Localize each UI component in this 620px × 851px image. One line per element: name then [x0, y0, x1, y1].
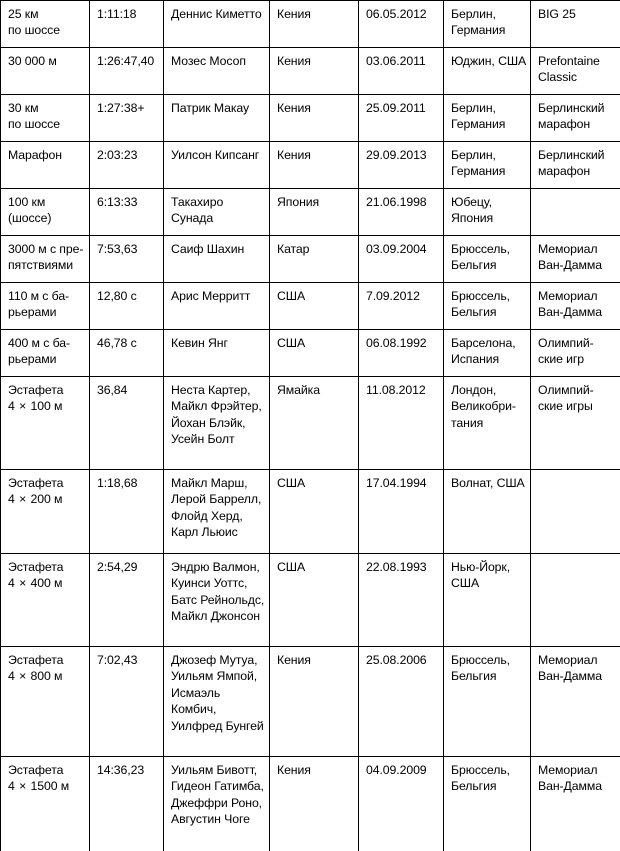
cell-place [444, 330, 531, 377]
cell-line: Мозес Мосоп [171, 54, 246, 68]
cell-event [531, 470, 620, 554]
cell-discipline [1, 757, 90, 851]
cell-result [90, 283, 164, 330]
cell-athlete [164, 283, 270, 330]
cell-line: Саиф Шахин [171, 242, 245, 256]
cell-line: Майкл Джонсон [171, 609, 260, 624]
cell-athlete [164, 554, 270, 647]
cell-line: Кения [277, 763, 311, 777]
cell-line: 14:36,23 [97, 763, 145, 777]
cell-line: Мемориал [538, 763, 598, 777]
cell-date [359, 757, 444, 851]
cell-athlete [164, 95, 270, 142]
cell-event [531, 95, 620, 142]
cell-line: тания [451, 415, 484, 430]
cell-line: 4 × 400 м [8, 576, 63, 591]
cell-athlete [164, 377, 270, 470]
cell-country [270, 189, 359, 236]
table-row [1, 48, 620, 95]
cell-discipline [1, 283, 90, 330]
cell-line: Эстафета [8, 476, 64, 490]
cell-event [531, 647, 620, 757]
cell-line: Комбич, [171, 702, 217, 717]
cell-line: Деннис Киметто [171, 7, 262, 21]
cell-place [444, 236, 531, 283]
cell-line: Эстафета [8, 560, 64, 574]
cell-line: Берлин, [451, 7, 496, 21]
cell-line: 1:11:18 [97, 7, 137, 21]
cell-discipline [1, 554, 90, 647]
cell-line: Берлин, [451, 101, 496, 115]
cell-event [531, 330, 620, 377]
cell-line: 1:18,68 [97, 476, 138, 490]
cell-line: Кения [277, 101, 311, 115]
cell-line: 6:13:33 [97, 195, 138, 209]
table-row [1, 757, 620, 851]
cell-line: Кевин Янг [171, 336, 228, 350]
cell-line: Лондон, [451, 383, 497, 397]
cell-line: Майкл Марш, [171, 476, 248, 490]
cell-line: 22.08.1993 [366, 560, 427, 574]
cell-country [270, 236, 359, 283]
cell-line: 25.09.2011 [366, 101, 426, 115]
cell-date [359, 377, 444, 470]
cell-line: 29.09.2013 [366, 148, 427, 162]
cell-athlete [164, 236, 270, 283]
cell-line: США [277, 476, 306, 490]
cell-line: Уильям Ямпой, [171, 669, 258, 684]
cell-line: 2:54,29 [97, 560, 138, 574]
cell-line: Кения [277, 653, 311, 667]
cell-country [270, 330, 359, 377]
cell-line: 7:02,43 [97, 653, 138, 667]
table-row [1, 647, 620, 757]
cell-date [359, 554, 444, 647]
cell-result [90, 189, 164, 236]
cell-result [90, 142, 164, 189]
cell-result [90, 236, 164, 283]
cell-place [444, 48, 531, 95]
cell-date [359, 236, 444, 283]
cell-line: Усейн Болт [171, 432, 235, 447]
cell-line: Такахиро [171, 195, 224, 209]
cell-place [444, 554, 531, 647]
cell-date [359, 189, 444, 236]
cell-line: Мемориал [538, 242, 598, 256]
multiplication-sign: × [19, 576, 27, 591]
cell-discipline [1, 377, 90, 470]
cell-line: 110 м с ба- [8, 289, 70, 303]
cell-event [531, 554, 620, 647]
cell-athlete [164, 470, 270, 554]
cell-country [270, 142, 359, 189]
cell-discipline [1, 1, 90, 48]
cell-line: Япония [451, 211, 494, 226]
multiplication-sign: × [19, 779, 27, 794]
cell-line: Брюссель, [451, 242, 510, 256]
cell-line: Патрик Макау [171, 101, 250, 115]
table-row [1, 377, 620, 470]
cell-line: Германия [451, 117, 506, 132]
cell-event [531, 283, 620, 330]
cell-athlete [164, 757, 270, 851]
cell-place [444, 647, 531, 757]
cell-line: 04.09.2009 [366, 763, 427, 777]
cell-line: Мемориал [538, 289, 598, 303]
cell-line: 400 м с ба- [8, 336, 70, 350]
table-row [1, 142, 620, 189]
cell-line: Катар [277, 242, 310, 256]
multiplication-sign: × [19, 399, 27, 414]
cell-athlete [164, 189, 270, 236]
cell-result [90, 95, 164, 142]
cell-line: Юджин, США [451, 54, 527, 68]
cell-line: рьерами [8, 352, 57, 367]
cell-result [90, 48, 164, 95]
cell-line: Classic [538, 70, 577, 85]
cell-line: Бельгия [451, 779, 497, 794]
cell-date [359, 283, 444, 330]
cell-line: 17.04.1994 [366, 476, 427, 490]
cell-line: 100 км [8, 195, 46, 209]
cell-line: Йохан Блэйк, [171, 415, 246, 430]
cell-country [270, 647, 359, 757]
cell-line: 06.05.2012 [366, 7, 427, 21]
cell-event [531, 236, 620, 283]
cell-line: 2:03:23 [97, 148, 138, 162]
cell-line: Бельгия [451, 258, 497, 273]
cell-date [359, 95, 444, 142]
cell-discipline [1, 142, 90, 189]
cell-place [444, 189, 531, 236]
cell-place [444, 142, 531, 189]
cell-event [531, 48, 620, 95]
cell-result [90, 757, 164, 851]
cell-line: Карл Льюис [171, 525, 238, 540]
cell-line: Ван-Дамма [538, 305, 602, 320]
cell-line: 4 × 800 м [8, 669, 63, 684]
cell-event [531, 142, 620, 189]
cell-line: Юбецу, [451, 195, 492, 209]
cell-line: Батс Рейнольдс, [171, 592, 265, 607]
cell-line: 25 км [8, 7, 39, 21]
cell-athlete [164, 48, 270, 95]
cell-line: (шоссе) [8, 211, 52, 226]
cell-discipline [1, 48, 90, 95]
table-row [1, 470, 620, 554]
cell-line: 06.08.1992 [366, 336, 427, 350]
table-row [1, 1, 620, 48]
cell-athlete [164, 142, 270, 189]
cell-discipline [1, 330, 90, 377]
cell-discipline [1, 470, 90, 554]
cell-line: Брюссель, [451, 653, 510, 667]
cell-line: Ван-Дамма [538, 258, 602, 273]
cell-line: Ван-Дамма [538, 669, 602, 684]
cell-line: 7.09.2012 [366, 289, 420, 303]
cell-line: Эстафета [8, 653, 64, 667]
cell-line: 36,84 [97, 383, 128, 397]
cell-athlete [164, 330, 270, 377]
table-body [1, 1, 620, 851]
cell-line: Олимпий- [538, 336, 594, 350]
cell-line: 25.08.2006 [366, 653, 427, 667]
cell-line: Олимпий- [538, 383, 594, 397]
cell-line: пятствиями [8, 258, 73, 273]
cell-line: 4 × 1500 м [8, 779, 70, 794]
cell-country [270, 1, 359, 48]
cell-country [270, 757, 359, 851]
cell-line: по шоссе [8, 117, 60, 132]
cell-line: США [277, 289, 306, 303]
cell-line: Берлинский [538, 148, 605, 162]
multiplication-sign: × [19, 492, 27, 507]
cell-line: марафон [538, 117, 591, 132]
cell-line: Уилфред Бунгей [171, 718, 264, 733]
cell-line: Лерой Баррелл, [171, 492, 262, 507]
cell-line: 1:27:38+ [97, 101, 145, 115]
cell-line: Исмаэль [171, 685, 221, 700]
cell-date [359, 48, 444, 95]
cell-event [531, 377, 620, 470]
cell-result [90, 1, 164, 48]
cell-line: Барселона, [451, 336, 516, 350]
cell-line: Арис Мерритт [171, 289, 251, 303]
cell-line: Prefontaine [538, 54, 600, 68]
cell-line: 21.06.1998 [366, 195, 427, 209]
cell-line: 1:26:47,40 [97, 54, 155, 68]
cell-discipline [1, 236, 90, 283]
cell-line: Бельгия [451, 305, 497, 320]
table-row [1, 554, 620, 647]
cell-country [270, 377, 359, 470]
table-row [1, 189, 620, 236]
cell-line: Брюссель, [451, 763, 510, 777]
cell-event [531, 189, 620, 236]
cell-discipline [1, 647, 90, 757]
cell-line: 11.08.2012 [366, 383, 426, 397]
cell-line: Брюссель, [451, 289, 510, 303]
cell-line: Неста Картер, [171, 383, 251, 397]
cell-country [270, 48, 359, 95]
cell-line: 4 × 200 м [8, 492, 63, 507]
cell-line: Волнат, США [451, 476, 525, 490]
cell-line: Гидеон Гатимба, [171, 779, 264, 794]
cell-line: ские игры [538, 399, 593, 414]
cell-line: рьерами [8, 305, 57, 320]
cell-line: Кения [277, 7, 311, 21]
cell-line: 46,78 с [97, 336, 137, 350]
cell-line: Великобри- [451, 399, 516, 414]
cell-place [444, 470, 531, 554]
cell-line: Испания [451, 352, 500, 367]
cell-date [359, 647, 444, 757]
cell-line: BIG 25 [538, 7, 576, 21]
cell-line: Нью-Йорк, [451, 560, 511, 574]
cell-line: Япония [277, 195, 320, 209]
cell-athlete [164, 647, 270, 757]
cell-discipline [1, 95, 90, 142]
cell-line: США [277, 560, 306, 574]
cell-line: Марафон [8, 148, 62, 162]
cell-line: Эстафета [8, 763, 64, 777]
cell-line: Ямайка [277, 383, 320, 397]
cell-result [90, 470, 164, 554]
cell-country [270, 283, 359, 330]
cell-country [270, 95, 359, 142]
cell-place [444, 283, 531, 330]
cell-line: Флойд Херд, [171, 508, 243, 523]
cell-event [531, 1, 620, 48]
cell-line: Бельгия [451, 669, 497, 684]
cell-line: 3000 м с пре- [8, 242, 84, 256]
table-row [1, 330, 620, 377]
cell-place [444, 377, 531, 470]
cell-line: ские игр [538, 352, 585, 367]
cell-country [270, 470, 359, 554]
cell-line: 03.06.2011 [366, 54, 426, 68]
cell-place [444, 95, 531, 142]
cell-line: 7:53,63 [97, 242, 138, 256]
cell-line: 03.09.2004 [366, 242, 427, 256]
cell-line: Берлин, [451, 148, 496, 162]
cell-result [90, 554, 164, 647]
cell-athlete [164, 1, 270, 48]
cell-result [90, 330, 164, 377]
cell-line: Уильям Бивотт, [171, 763, 258, 777]
cell-line: Майкл Фрэйтер, [171, 399, 262, 414]
cell-line: Куинси Уоттс, [171, 576, 248, 591]
cell-result [90, 377, 164, 470]
cell-event [531, 757, 620, 851]
table-row [1, 236, 620, 283]
cell-line: Кения [277, 54, 311, 68]
cell-line: Берлинский [538, 101, 605, 115]
cell-line: Мемориал [538, 653, 598, 667]
cell-line: Ван-Дамма [538, 779, 602, 794]
cell-line: Джозеф Мутуа, [171, 653, 258, 667]
cell-line: Эстафета [8, 383, 64, 397]
cell-date [359, 330, 444, 377]
multiplication-sign: × [19, 669, 27, 684]
cell-line: марафон [538, 164, 591, 179]
cell-line: Германия [451, 164, 506, 179]
cell-place [444, 757, 531, 851]
cell-place [444, 1, 531, 48]
cell-line: США [277, 336, 306, 350]
cell-line: 12,80 с [97, 289, 137, 303]
cell-line: Сунада [171, 211, 214, 226]
cell-line: Кения [277, 148, 311, 162]
cell-line: Германия [451, 23, 506, 38]
cell-line: США [451, 576, 480, 591]
cell-line: по шоссе [8, 23, 60, 38]
table-row [1, 283, 620, 330]
cell-country [270, 554, 359, 647]
cell-date [359, 470, 444, 554]
cell-line: Эндрю Валмон, [171, 560, 260, 574]
cell-line: 30 км [8, 101, 39, 115]
cell-result [90, 647, 164, 757]
cell-line: Августин Чоге [171, 812, 250, 827]
cell-line: 30 000 м [8, 54, 57, 68]
cell-line: Уилсон Кипсанг [171, 148, 260, 162]
cell-discipline [1, 189, 90, 236]
cell-date [359, 142, 444, 189]
cell-line: 4 × 100 м [8, 399, 63, 414]
cell-date [359, 1, 444, 48]
table-row [1, 95, 620, 142]
cell-line: Джеффри Роно, [171, 795, 262, 810]
